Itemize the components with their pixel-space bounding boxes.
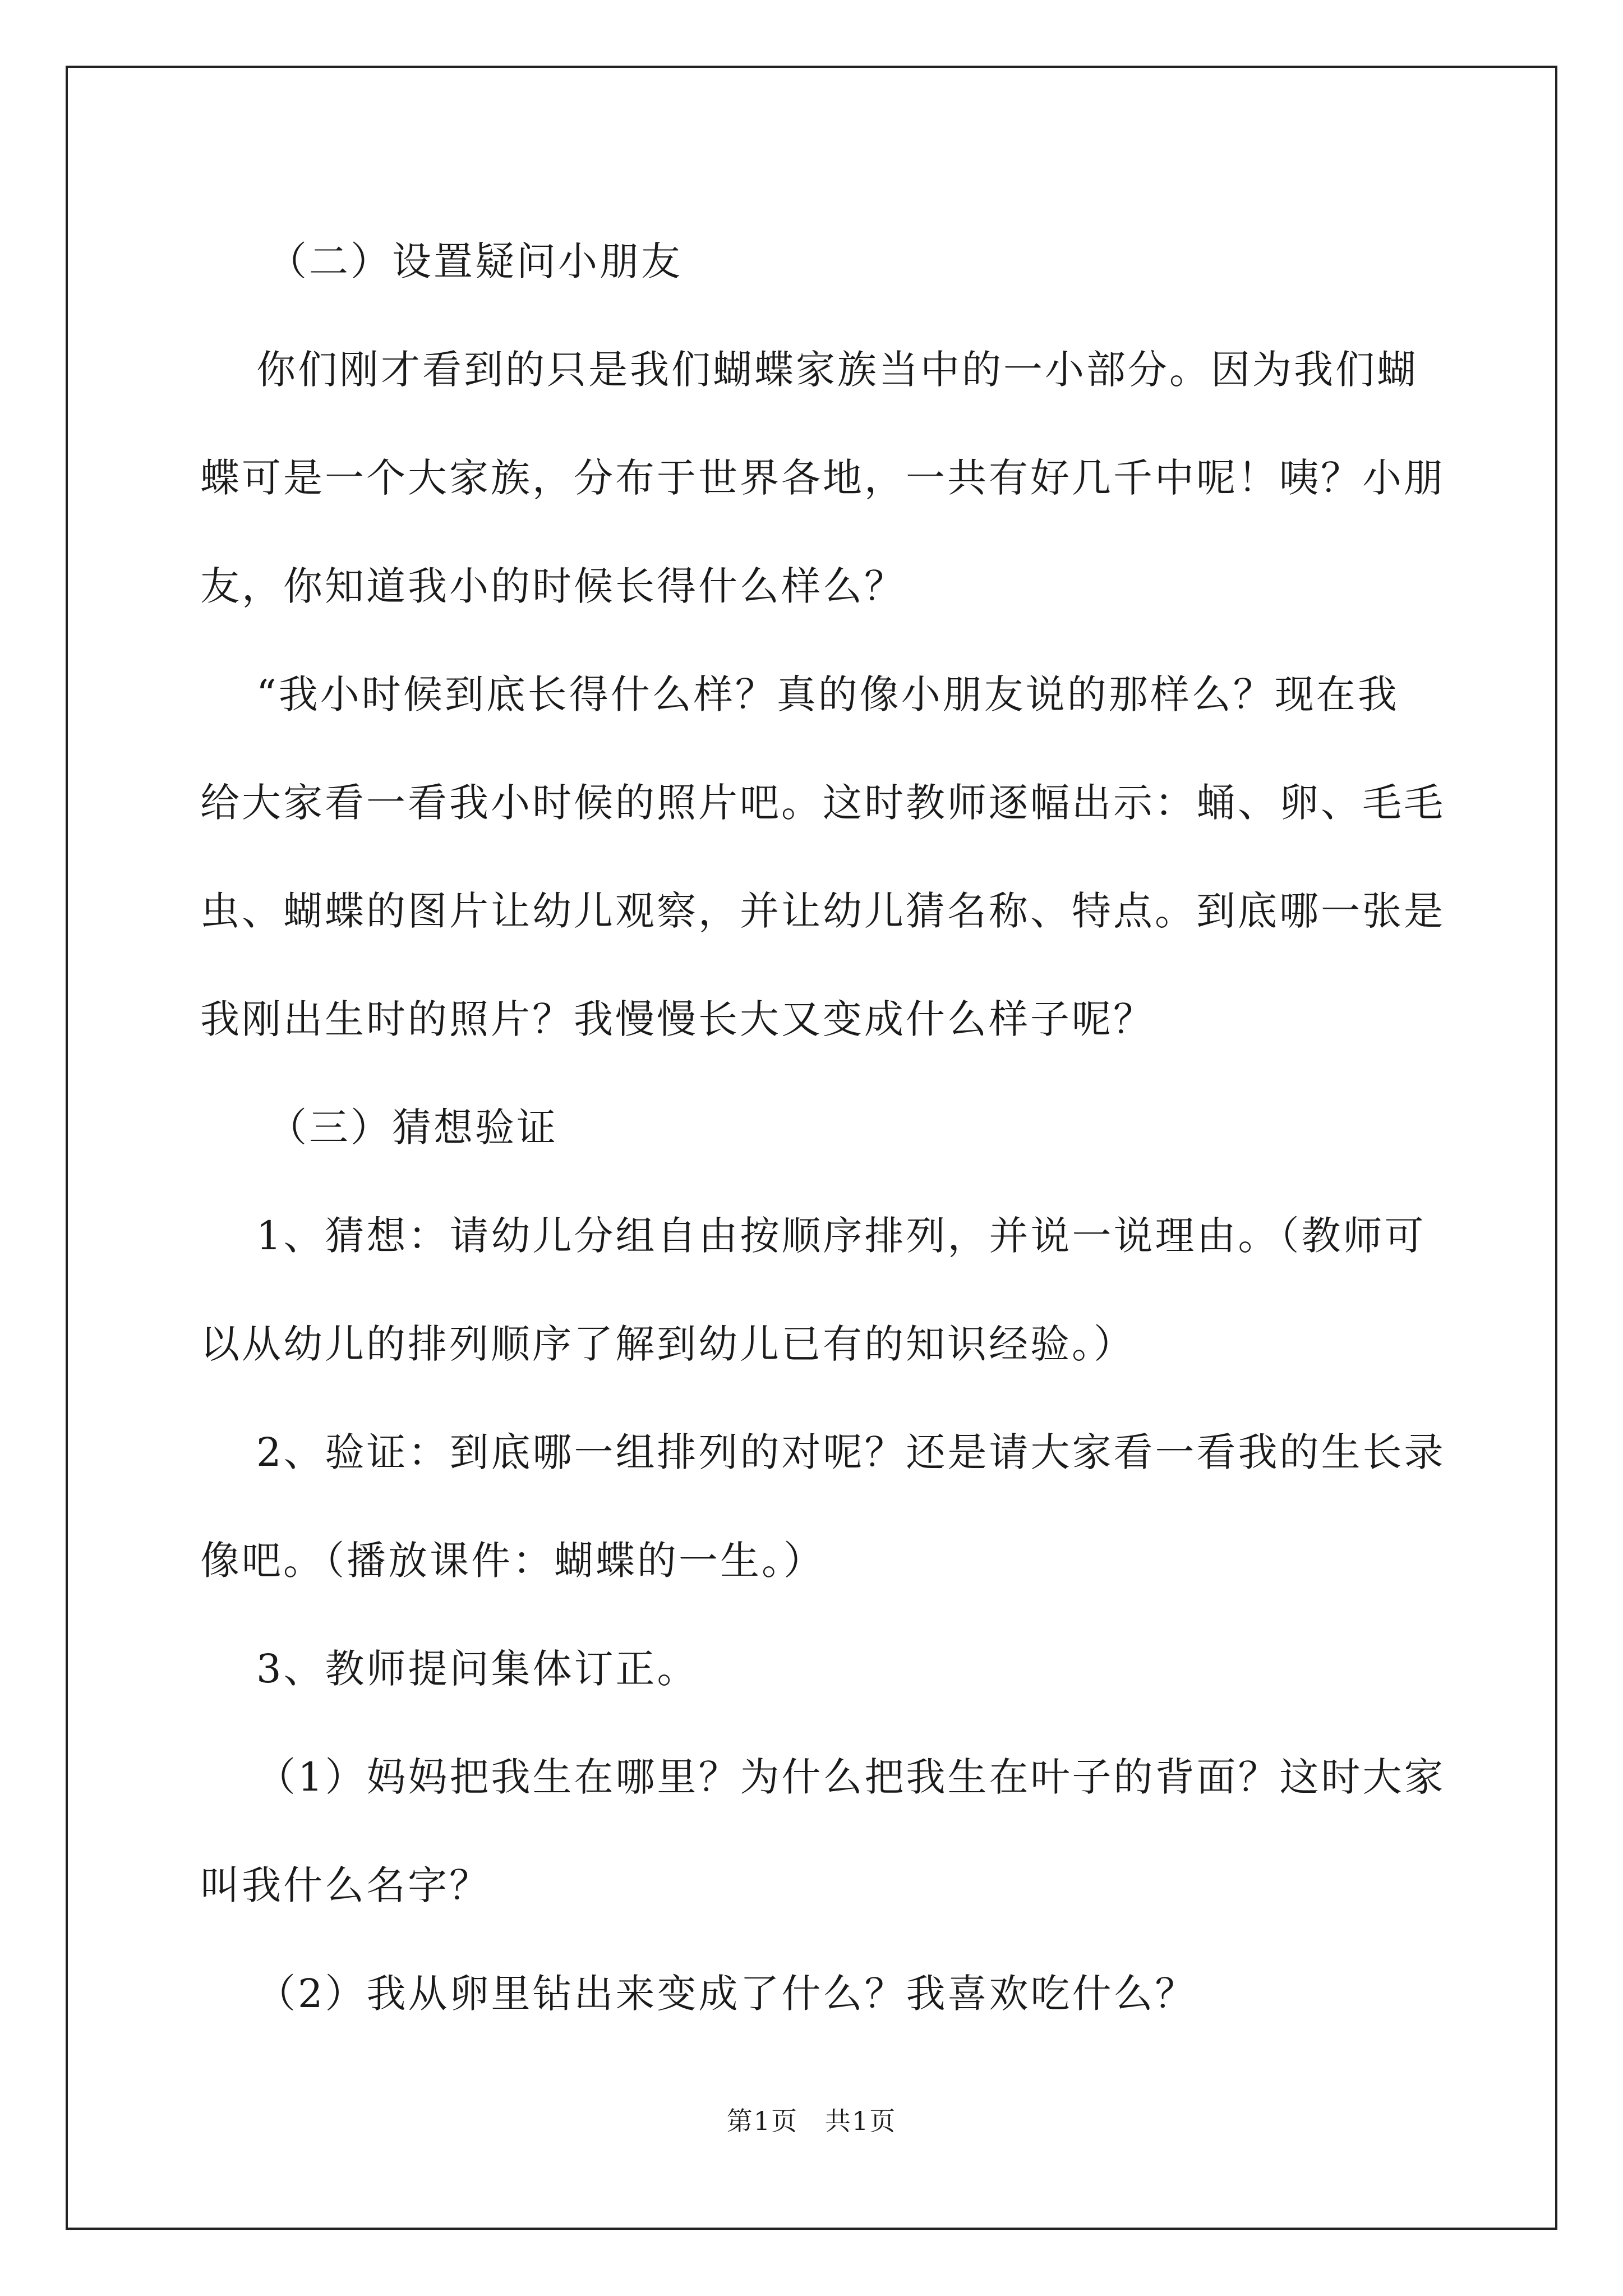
paragraph-line: 蝶可是一个大家族，分布于世界各地，一共有好几千中呢！咦？小朋 bbox=[200, 455, 1445, 501]
list-item-line: 1、猜想：请幼儿分组自由按顺序排列，并说一说理由。（教师可 bbox=[256, 1213, 1426, 1259]
paragraph-line: 我刚出生时的照片？我慢慢长大又变成什么样子呢？ bbox=[200, 996, 1155, 1042]
list-item-line: 2、验证：到底哪一组排列的对呢？还是请大家看一看我的生长录 bbox=[256, 1429, 1446, 1475]
paragraph-line: 虫、蝴蝶的图片让幼儿观察，并让幼儿猜名称、特点。到底哪一张是 bbox=[200, 888, 1445, 934]
list-item-line: 3、教师提问集体订正。 bbox=[256, 1646, 699, 1692]
sub-item-line: 叫我什么名字？ bbox=[200, 1862, 491, 1908]
sub-item-line: （2）我从卵里钻出来变成了什么？我喜欢吃什么？ bbox=[256, 1971, 1197, 2017]
paragraph-line: 友，你知道我小的时候长得什么样么？ bbox=[200, 563, 906, 609]
paragraph-line: 你们刚才看到的只是我们蝴蝶家族当中的一小部分。因为我们蝴 bbox=[256, 347, 1418, 393]
section-heading-two: （二）设置疑问小朋友 bbox=[268, 238, 683, 284]
section-heading-three: （三）猜想验证 bbox=[268, 1105, 558, 1151]
page-number-footer: 第1页 共1页 bbox=[726, 2106, 897, 2136]
document-body bbox=[200, 208, 1446, 2048]
sub-item-line: （1）妈妈把我生在哪里？为什么把我生在叶子的背面？这时大家 bbox=[256, 1754, 1446, 1800]
paragraph-line: “我小时候到底长得什么样？真的像小朋友说的那样么？现在我 bbox=[256, 671, 1399, 717]
list-item-line: 像吧。（播放课件：蝴蝶的一生。） bbox=[200, 1538, 825, 1584]
paragraph-line: 给大家看一看我小时候的照片吧。这时教师逐幅出示：蛹、卵、毛毛 bbox=[200, 780, 1445, 826]
list-item-line: 以从幼儿的排列顺序了解到幼儿已有的知识经验。） bbox=[200, 1321, 1135, 1367]
